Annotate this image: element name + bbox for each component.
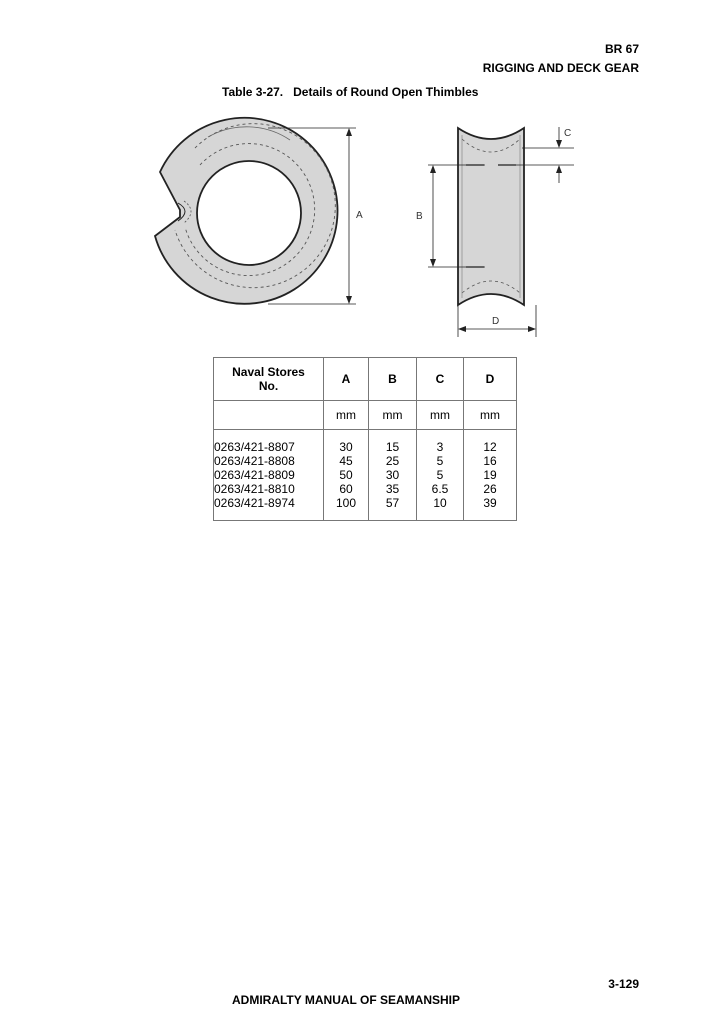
unit-cell: mm	[417, 401, 464, 430]
cell-d: 39	[464, 496, 517, 521]
cell-b: 25	[369, 454, 417, 468]
cell-d: 12	[464, 430, 517, 455]
unit-cell	[214, 401, 324, 430]
table-row	[214, 430, 517, 455]
cell-a: 30	[324, 430, 369, 455]
cell-c: 5	[417, 468, 464, 482]
cell-b: 35	[369, 482, 417, 496]
unit-cell: mm	[369, 401, 417, 430]
footer-title: ADMIRALTY MANUAL OF SEAMANSHIP	[232, 993, 460, 1007]
header-c: C	[417, 358, 464, 401]
thimble-profile-drawing	[458, 128, 524, 305]
table-caption: Table 3-27. Details of Round Open Thimbles	[222, 85, 479, 99]
cell-naval-stores-no: 0263/421-8808	[214, 454, 295, 468]
table-row	[214, 468, 517, 482]
cell-b: 15	[369, 430, 417, 455]
cell-a: 50	[324, 468, 369, 482]
cell-naval-stores-no: 0263/421-8974	[214, 496, 295, 510]
cell-d: 26	[464, 482, 517, 496]
dimension-a-label: A	[356, 210, 363, 221]
header-b: B	[369, 358, 417, 401]
thimble-ring-drawing	[155, 118, 338, 304]
cell-naval-stores-no: 0263/421-8810	[214, 482, 295, 496]
header-a: A	[324, 358, 369, 401]
table-row	[214, 496, 517, 521]
header-section: RIGGING AND DECK GEAR	[482, 61, 639, 75]
dimension-b-label: B	[416, 211, 423, 222]
unit-cell: mm	[324, 401, 369, 430]
cell-c: 5	[417, 454, 464, 468]
units-row	[214, 401, 517, 430]
dimension-c-label: C	[564, 128, 572, 139]
cell-c: 3	[417, 430, 464, 455]
cell-b: 57	[369, 496, 417, 521]
header-naval-stores: Naval Stores No.	[214, 358, 324, 401]
cell-naval-stores-no: 0263/421-8807	[214, 440, 295, 454]
table-row	[214, 482, 517, 496]
table-header-row	[214, 358, 517, 401]
cell-naval-stores-no: 0263/421-8809	[214, 468, 295, 482]
dimension-d	[458, 305, 536, 337]
cell-a: 60	[324, 482, 369, 496]
cell-a: 100	[324, 496, 369, 521]
dimension-d-label: D	[492, 316, 500, 327]
cell-c: 6.5	[417, 482, 464, 496]
thimble-specs-table	[213, 357, 517, 521]
table-row	[214, 454, 517, 468]
cell-b: 30	[369, 468, 417, 482]
cell-a: 45	[324, 454, 369, 468]
page-number: 3-129	[608, 977, 639, 991]
cell-d: 19	[464, 468, 517, 482]
cell-c: 10	[417, 496, 464, 521]
header-d: D	[464, 358, 517, 401]
unit-cell: mm	[464, 401, 517, 430]
thimble-figure	[140, 115, 600, 340]
header-code: BR 67	[604, 42, 639, 56]
cell-d: 16	[464, 454, 517, 468]
